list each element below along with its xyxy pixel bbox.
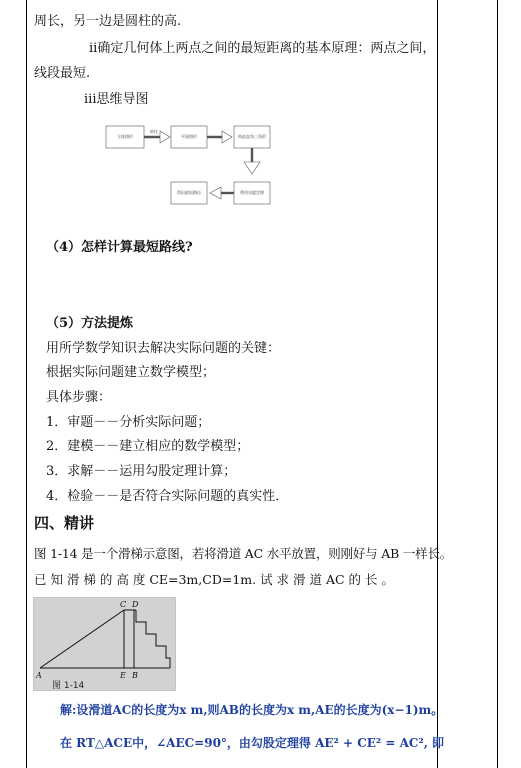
slide-diagram — [34, 598, 175, 690]
text-line: 具体步骤： — [46, 390, 112, 405]
step-item: 3．求解－－运用勾股定理计算； — [46, 464, 237, 479]
label-B: B — [132, 671, 138, 680]
mindmap-box-3-label: 构造直角三角形 — [238, 134, 266, 139]
label-D: D — [132, 600, 139, 609]
step-item: 4．检验－－是否符合实际问题的真实性． — [46, 489, 289, 504]
method-heading: （5）方法提炼 — [46, 316, 134, 331]
text-line: 用所学数学知识去解决实际问题的关键： — [46, 341, 281, 356]
mindmap-box-2-label: 平面图形 — [181, 134, 197, 139]
table-left-border — [26, 0, 27, 768]
mindmap-arrow-1-label: 转化 — [150, 129, 158, 134]
text-line: 根据实际问题建立数学模型； — [46, 365, 216, 380]
text-line: 周长，另一边是圆柱的高. — [34, 14, 182, 29]
solution-line: 解:设滑道AC的长度为x m,则AB的长度为x m,AE的长度为(x−1)m。 — [60, 703, 444, 717]
label-E: E — [120, 671, 126, 680]
question-heading: （4）怎样计算最短路线? — [46, 240, 193, 255]
text-line: ii确定几何体上两点之间的最短距离的基本原理：两点之间， — [89, 41, 436, 56]
problem-text: 已 知 滑 梯 的 高 度 CE=3m,CD=1m. 试 求 滑 道 AC 的 长 。 — [34, 572, 394, 587]
slide-figure-image — [33, 597, 176, 691]
solution-line: 在 RT△ACE中，∠AEC=90°，由勾股定理得 AE² + CE² = AC², 即 — [60, 736, 445, 750]
mind-map-diagram — [104, 114, 274, 214]
text-line: iii思维导图 — [84, 92, 149, 107]
section-heading: 四、精讲 — [34, 514, 95, 532]
mindmap-box-1-label: 立体图形 — [117, 134, 133, 139]
text-line: 线段最短. — [34, 66, 91, 81]
figure-caption: 图 1-14 — [52, 681, 85, 691]
mindmap-box-5-label: 得出最短路径 — [177, 190, 201, 195]
mindmap-box-4-label: 利用勾股定理 — [240, 190, 264, 195]
step-item: 1．审题－－分析实际问题； — [46, 415, 211, 430]
label-A: A — [36, 671, 42, 680]
table-right-border — [497, 0, 498, 768]
label-C: C — [120, 600, 127, 609]
problem-text: 图 1-14 是一个滑梯示意图，若将滑道 AC 水平放置，则刚好与 AB 一样长。 — [34, 546, 453, 561]
table-divider — [437, 0, 438, 768]
step-item: 2．建模－－建立相应的数学模型； — [46, 439, 250, 454]
